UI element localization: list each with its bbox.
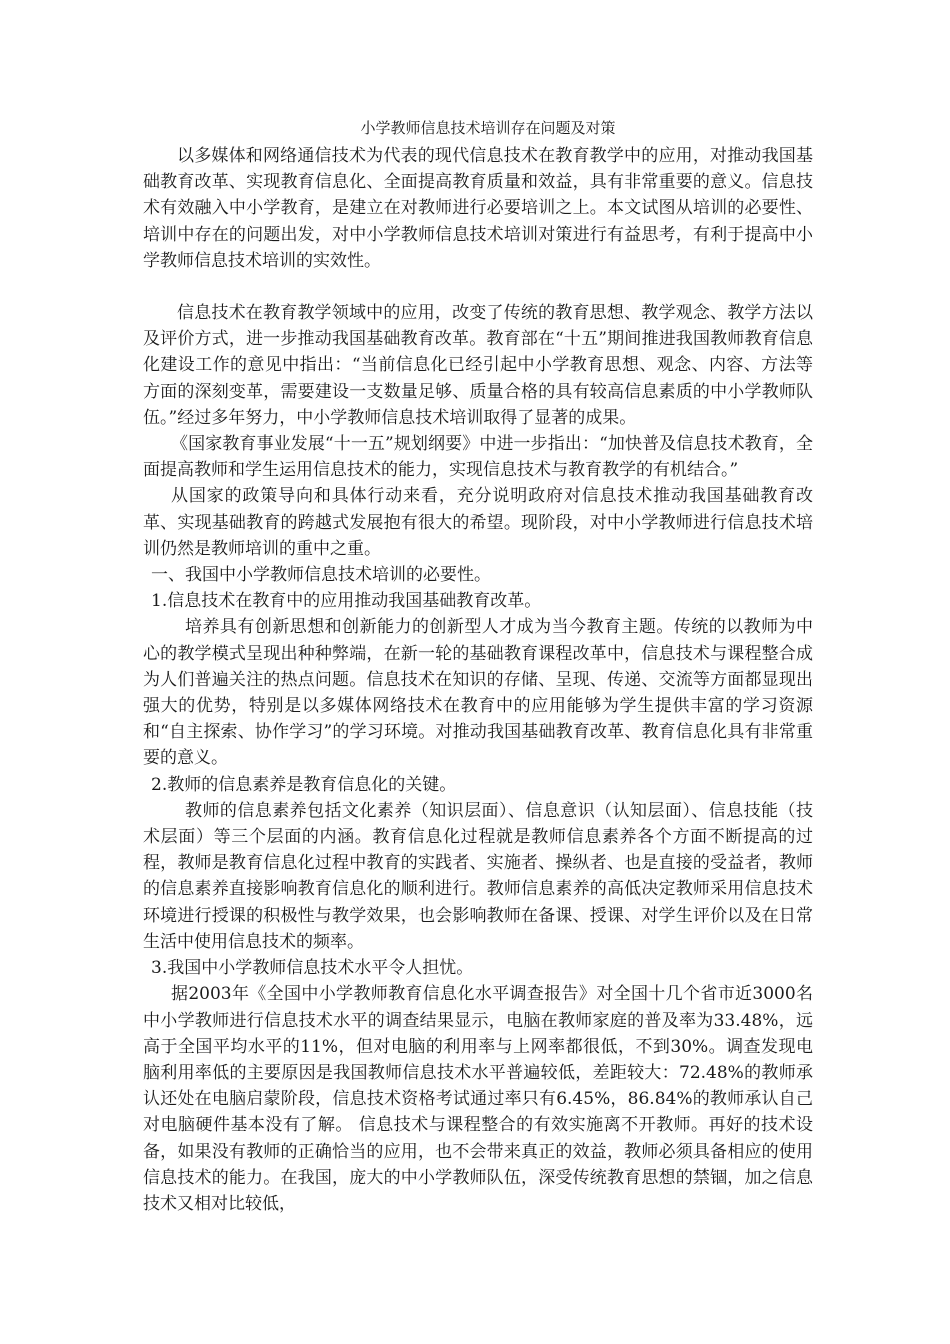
blank-line xyxy=(143,274,813,300)
paragraph-policy: 从国家的政策导向和具体行动来看，充分说明政府对信息技术推动我国基础教育改革、实现基础教育的跨越式发展抱有很大的希望。现阶段，对中小学教师进行信息技术培训仍然是教师培训的重中之重。 xyxy=(143,486,813,559)
paragraph-intro: 以多媒体和网络通信技术为代表的现代信息技术在教育教学中的应用，对推动我国基础教育改革、实现教育信息化、全面提高教育质量和效益，具有非常重要的意义。信息技术有效融入中小学教育，是建立在对教师进行必要培训之上。本文试图从培训的必要性、培训中存在的问题出发，对中小学教师信息技术培训对策进行有益思考，有利于提高中小学教师信息技术培训的实效性。 xyxy=(143,146,813,271)
paragraph-innovation: 培养具有创新思想和创新能力的创新型人才成为当今教育主题。传统的以教师为中心的教学模式呈现出种种弊端，在新一轮的基础教育课程改革中，信息技术与课程整合成为人们普遍关注的热点问题。信息技术在知识的存储、呈现、传递、交流等方面都显现出强大的优势，特别是以多媒体网络技术在教育中的应用能够为学生提供丰富的学习资源和“自主探索、协作学习”的学习环境。对推动我国基础教育改革、教育信息化具有非常重要的意义。 xyxy=(143,617,813,769)
paragraph-plan-quote: 《国家教育事业发展“十一五”规划纲要》中进一步指出：“加快普及信息技术教育，全面提高教师和学生运用信息技术的能力，实现信息技术与教育教学的有机结合。” xyxy=(143,434,813,481)
paragraph-background: 信息技术在教育教学领域中的应用，改变了传统的教育思想、教学观念、教学方法以及评价方式，进一步推动我国基础教育改革。教育部在“十五”期间推进我国教师教育信息化建设工作的意见中指出：“当前信息化已经引起中小学教育思想、观念、内容、方法等方面的深刻变革，需要建设一支数量足够、质量合格的具有较高信息素质的中小学教师队伍。”经过多年努力，中小学教师信息技术培训取得了显著的成果。 xyxy=(143,303,813,428)
paragraph-survey: 据2003年《全国中小学教师教育信息化水平调查报告》对全国十几个省市近3000名中小学教师进行信息技术水平的调查结果显示，电脑在教师家庭的普及率为33.48%，远高于全国平均水平的11%，但对电脑的利用率与上网率都很低，不到30%。调查发现电脑利用率低的主要原因是我国教师信息技术水平普遍较低，差距较大：72.48%的教师承认还处在电脑启蒙阶段，信息技术资格考试通过率只有6.45%，86.84%的教师承认自己对电脑硬件基本没有了解。 信息技术与课程整合的有效实施离不开教师。再好的技术设备，如果没有教师的正确恰当的应用，也不会带来真正的效益，教师必须具备相应的使用信息技术的能力。在我国，庞大的中小学教师队伍，深受传统教育思想的禁锢，加之信息技术又相对比较低， xyxy=(143,984,813,1214)
section-heading-necessity: 一、我国中小学教师信息技术培训的必要性。 xyxy=(151,565,491,586)
subheading-3: 3.我国中小学教师信息技术水平令人担忧。 xyxy=(151,958,474,979)
subheading-2: 2.教师的信息素养是教育信息化的关键。 xyxy=(151,774,457,795)
paragraph-information-literacy: 教师的信息素养包括文化素养（知识层面）、信息意识（认知层面）、信息技能（技术层面）等三个层面的内涵。教育信息化过程就是教师信息素养各个方面不断提高的过程，教师是教育信息化过程中教育的实践者、实施者、操纵者、也是直接的受益者，教师的信息素养直接影响教育信息化的顺利进行。教师信息素养的高低决定教师采用信息技术环境进行授课的积极性与教学效果，也会影响教师在备课、授课、对学生评价以及在日常生活中使用信息技术的频率。 xyxy=(143,800,813,952)
document-title: 小学教师信息技术培训存在问题及对策 xyxy=(360,119,616,137)
subheading-1: 1.信息技术在教育中的应用推动我国基础教育改革。 xyxy=(151,591,542,612)
document-body xyxy=(143,116,813,1217)
